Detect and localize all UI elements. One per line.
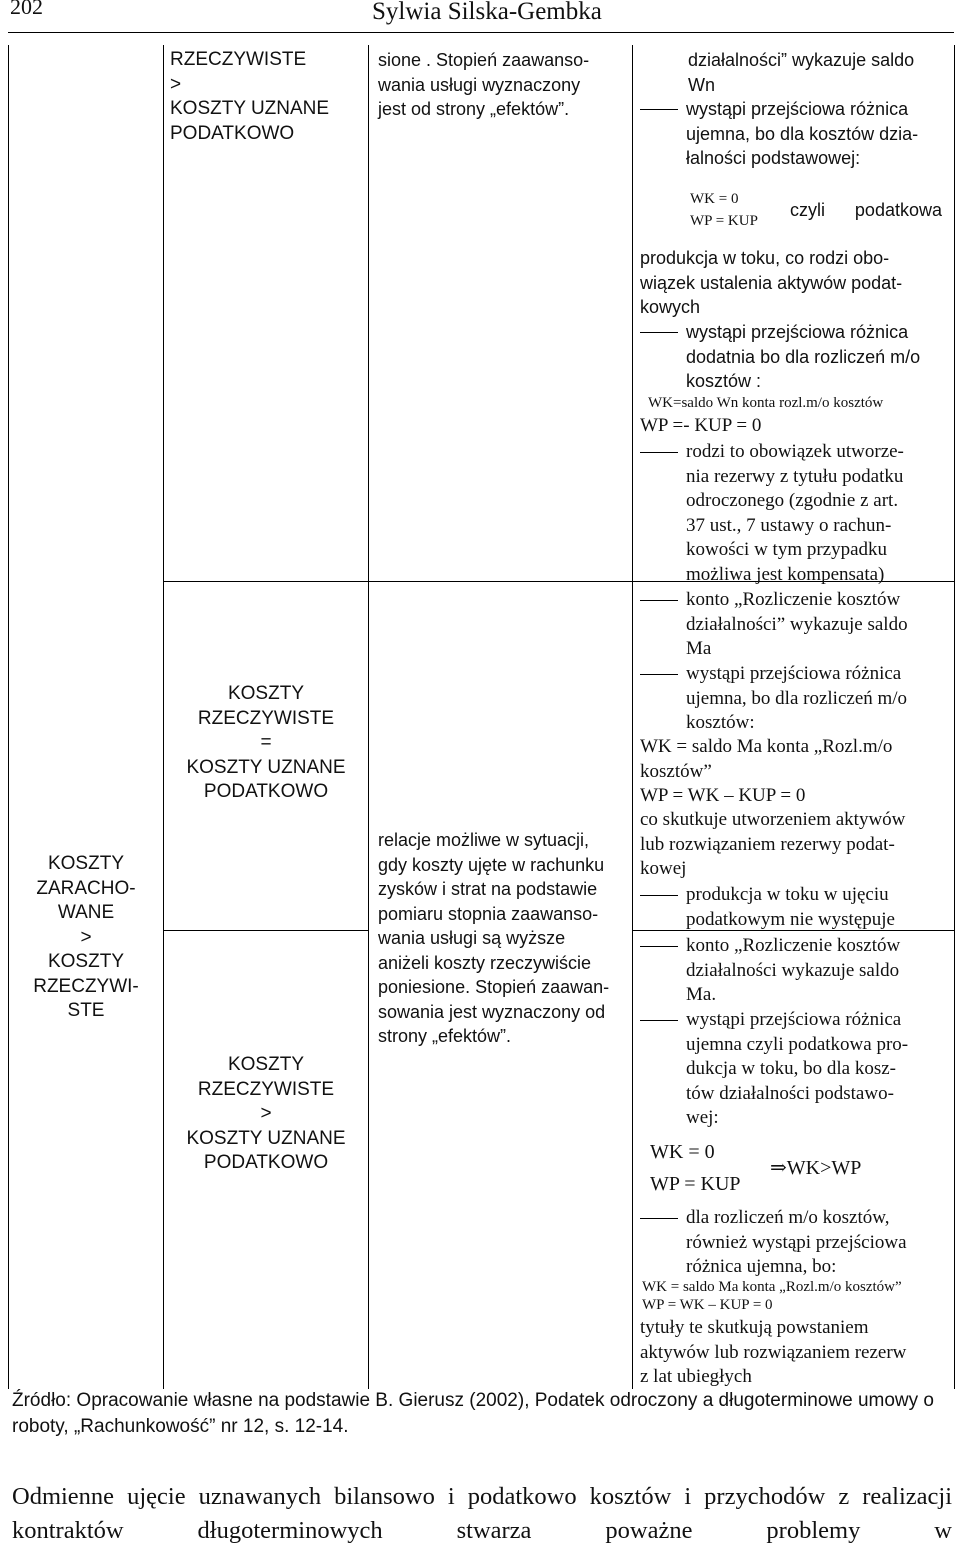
- running-header-author: Sylwia Silska-Gembka: [372, 0, 602, 25]
- col3-top-para1: produkcja w toku, co rodzi obo- wiązek ustalenia aktywów podat- kowych: [640, 248, 903, 317]
- col3-bot-formula-c1: WK = saldo Ma konta „Rozl.m/o kosztów”: [642, 1279, 902, 1295]
- row-bot-col1: KOSZTY RZECZYWISTE > KOSZTY UZNANE PODATKOWO: [186, 1054, 346, 1173]
- col3-bot-formula-c2: WP = WK – KUP = 0: [642, 1297, 773, 1313]
- col3-top-formula-suffix: czyli podatkowa: [790, 200, 942, 220]
- col3-mid-formula1: WK = saldo Ma konta „Rozl.m/o kosztów”: [640, 736, 893, 782]
- col3-bot-arrow-result: ⇒WK>WP: [770, 1157, 862, 1179]
- col3-top-item3: rodzi to obowiązek utworze- nia rezerwy z tytułu podatku odroczonego (zgodnie z art. 37 ust., 7 ustawy o rachun- kowości w tym przypadku możliwa jest kompensata): [640, 440, 942, 587]
- col3-top-item1: wystąpi przejściowa różnica ujemna, bo dla kosztów dzia- łalności podstawowej:: [640, 97, 942, 171]
- col3-bot-formula-a: WK = 0: [650, 1141, 715, 1163]
- col3-mid-para: co skutkuje utworzeniem aktywów lub rozwiązaniem rezerwy podat- kowej: [640, 809, 906, 879]
- col3-mid-item1: konto „Rozliczenie kosztów działalności” wykazuje saldo Ma: [640, 588, 942, 662]
- col3-mid-formula2: WP = WK – KUP = 0: [640, 785, 806, 806]
- col0-label: KOSZTY ZARACHO- WANE > KOSZTY RZECZYWI- STE: [33, 853, 139, 1021]
- col3-top-item2: wystąpi przejściowa różnica dodatnia bo dla rozliczeń m/o kosztów :: [640, 320, 942, 394]
- col3-top-intro: działalności” wykazuje saldo Wn: [688, 50, 915, 95]
- merged-col2: relacje możliwe w sytuacji, gdy koszty ujęte w rachunku zysków i strat na podstawie pomiaru stopnia zaawanso- wania usługi są wyższe aniżeli koszty rzeczywiście poniesione. Stopień zaawan- sowania jest wyznaczony od strony „efektów”.: [378, 830, 610, 1046]
- body-paragraph: Odmienne ujęcie uznawanych bilansowo i podatkowo kosztów i przychodów z realizacji kontraktów długoterminowych stwarza poważne problemy w: [12, 1483, 952, 1544]
- col3-top-formula-b1: WK=saldo Wn konta rozl.m/o kosztów: [648, 395, 884, 411]
- col3-mid-item2: wystąpi przejściowa różnica ujemna, bo dla rozliczeń m/o kosztów:: [640, 662, 942, 736]
- col3-top-formula-a: WK = 0 WP = KUP: [690, 191, 758, 229]
- col3-mid-item3: produkcja w toku w ujęciu podatkowym nie występuje: [640, 883, 942, 932]
- col3-bot-formula-b: WP = KUP: [650, 1173, 741, 1195]
- col3-bot-item2: wystąpi przejściowa różnica ujemna czyli podatkowa pro- dukcja w toku, bo dla kosz- tów działalności podstawo- wej:: [640, 1008, 942, 1131]
- row-top-col1: RZECZYWISTE > KOSZTY UZNANE PODATKOWO: [170, 49, 330, 144]
- col3-bot-para: tytuły te skutkują powstaniem aktywów lub rozwiązaniem rezerw z lat ubiegłych: [640, 1317, 907, 1387]
- row-mid-col1: KOSZTY RZECZYWISTE = KOSZTY UZNANE PODATKOWO: [186, 683, 346, 802]
- col3-bot-item3: dla rozliczeń m/o kosztów, również wystąpi przejściowa różnica ujemna, bo:: [640, 1206, 942, 1280]
- source-note: Źródło: Opracowanie własne na podstawie B. Gierusz (2002), Podatek odroczony a długoterminowe umowy o roboty, „Rachunkowość” nr 12, s. 12-14.: [12, 1390, 934, 1437]
- row-top-col2: sione . Stopień zaawanso- wania usługi wyznaczony jest od strony „efektów”.: [378, 50, 590, 119]
- page-number: 202: [10, 0, 43, 19]
- col3-top-formula-b2: WP =- KUP = 0: [640, 415, 762, 436]
- col3-bot-item1: konto „Rozliczenie kosztów działalności wykazuje saldo Ma.: [640, 934, 942, 1008]
